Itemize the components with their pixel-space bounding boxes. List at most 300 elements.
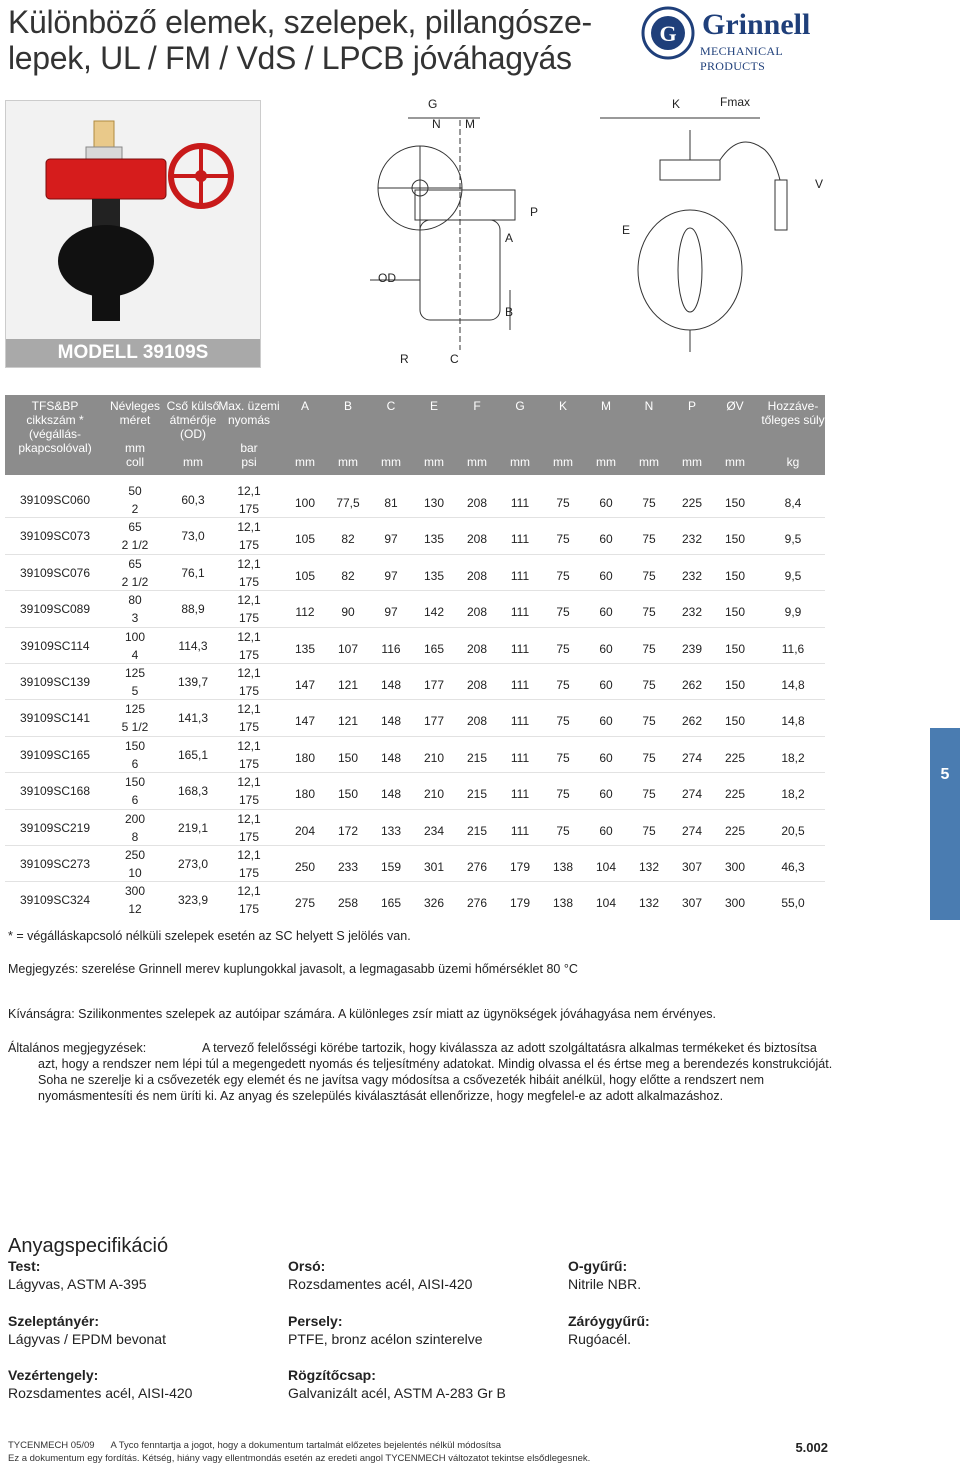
- spec-item: Rögzítőcsap: Galvanizált acél, ASTM A-283 Gr B: [288, 1367, 506, 1401]
- cell-size-mm: 150: [124, 775, 146, 790]
- cell-dim: 130: [423, 496, 445, 510]
- cell-bar: 12,1: [237, 848, 261, 862]
- cell-psi: 175: [238, 756, 260, 771]
- table-row: [5, 482, 825, 518]
- cell-code: 39109SC165: [19, 747, 91, 762]
- spec-item: Orsó: Rozsdamentes acél, AISI-420: [288, 1258, 473, 1292]
- cell-psi: 175: [238, 720, 260, 735]
- cell-dim: 239: [681, 641, 703, 656]
- cell-dim: 77,5: [336, 496, 360, 510]
- cell-dim: 262: [681, 678, 703, 692]
- cell-dim: 112: [295, 605, 315, 620]
- header-P: P mm: [682, 399, 702, 469]
- table-row: [5, 555, 825, 591]
- cell-dim: 148: [380, 750, 402, 765]
- footer-line2: Ez a dokumentum egy fordítás. Kétség, hiány vagy ellentmondás esetén az eredeti angol TYCENMECH változatot tekintse elsődlegesnek.: [8, 1453, 591, 1464]
- cell-psi: 175: [238, 502, 260, 516]
- cell-od: 168,3: [177, 784, 209, 799]
- page-title: Különböző elemek, szelepek, pillangósze-lepek, UL / FM / VdS / LPCB jóváhagyás: [8, 4, 592, 76]
- cell-size-mm: 125: [124, 666, 146, 680]
- footnote: * = végálláskapcsoló nélküli szelepek esetén az SC helyett S jelölés van.: [8, 929, 411, 943]
- cell-dim: 276: [466, 896, 488, 911]
- cell-bar: 12,1: [237, 738, 261, 753]
- cell-code: 39109SC139: [19, 675, 91, 689]
- header-od: Cső külső átmérője (OD) mm: [166, 399, 220, 469]
- table-row: [5, 628, 825, 664]
- cell-size-coll: 2: [131, 502, 139, 516]
- cell-dim: 97: [384, 568, 398, 583]
- product-photo: [5, 100, 261, 368]
- cell-dim: 90: [341, 605, 355, 620]
- cell-dim: 150: [724, 641, 746, 656]
- table-row: [5, 846, 825, 882]
- cell-dim: 150: [724, 568, 746, 583]
- footer-line1: A Tyco fenntartja a jogot, hogy a dokumentum tartalmát előzetes bejelentés nélkül módosítsa: [110, 1440, 502, 1451]
- cell-weight: 11,6: [781, 641, 805, 656]
- header-code: TFS&BP cikkszám * (végállás- pkapcsolóval): [18, 399, 92, 455]
- cell-dim: 60: [599, 750, 613, 765]
- cell-dim: 274: [681, 787, 703, 802]
- cell-dim: 225: [724, 823, 746, 838]
- cell-size-coll: 12: [128, 902, 142, 917]
- label-R: R: [400, 352, 409, 366]
- cell-dim: 111: [510, 605, 530, 620]
- cell-dim: 150: [337, 787, 359, 802]
- header-N: N mm: [639, 399, 659, 469]
- header-G: G mm: [510, 399, 530, 469]
- cell-dim: 60: [599, 678, 613, 692]
- table-row: [5, 773, 825, 809]
- cell-bar: 12,1: [237, 520, 261, 535]
- cell-dim: 60: [599, 823, 613, 838]
- cell-dim: 301: [423, 860, 445, 874]
- cell-dim: 75: [556, 568, 570, 583]
- cell-psi: 175: [238, 829, 260, 844]
- cell-dim: 133: [380, 823, 402, 838]
- spec-item: Szeleptányér: Lágyvas / EPDM bevonat: [8, 1313, 166, 1347]
- cell-dim: 75: [642, 714, 656, 729]
- cell-size-mm: 150: [124, 738, 146, 753]
- header-pressure: Max. üzemi nyomás bar psi: [218, 399, 280, 469]
- cell-dim: 232: [681, 532, 703, 547]
- spec-item: Vezértengely: Rozsdamentes acél, AISI-420: [8, 1367, 193, 1401]
- cell-psi: 175: [238, 793, 260, 808]
- cell-dim: 208: [466, 532, 488, 547]
- row-divider: [5, 627, 825, 628]
- cell-dim: 116: [381, 641, 401, 656]
- cell-dim: 147: [294, 714, 316, 729]
- cell-od: 76,1: [181, 565, 205, 580]
- cell-dim: 105: [294, 568, 316, 583]
- cell-dim: 100: [294, 496, 316, 510]
- cell-bar: 12,1: [237, 593, 261, 608]
- cell-dim: 82: [341, 568, 355, 583]
- cell-dim: 132: [638, 860, 660, 874]
- general-text: A tervező felelősségi körébe tartozik, hogy kiválassza az adott szolgáltatásra alkalmas termékeket és biztosítsa azt, hogy a rendszer nem lépi túl a megengedett nyomás és teljesítmény adatokat. Mindig olvassa el és értse meg a berendezés konstrukcióját. Soha ne szerelje ki a csővezeték egy elemét és ne javítsa vagy módosítsa a csővezeték hibáit anélkül, hogy előtte a rendszert nem nyomásmentesíti és nem üríti ki. Az anyag és szelepülés kiválasztását ellenőrizze, hogy megfelel-e az adott alkalmazáshoz.: [38, 1041, 833, 1103]
- cell-dim: 326: [423, 896, 445, 911]
- cell-size-mm: 200: [124, 811, 146, 826]
- cell-size-coll: 2 1/2: [121, 574, 149, 589]
- cell-dim: 75: [642, 568, 656, 583]
- cell-dim: 107: [337, 641, 359, 656]
- cell-dim: 111: [510, 496, 530, 510]
- header-F: F mm: [467, 399, 487, 469]
- label-E: E: [622, 223, 631, 237]
- model-caption: MODELL 39109S: [6, 339, 260, 367]
- cell-weight: 14,8: [781, 678, 805, 692]
- cell-weight: 18,2: [781, 750, 805, 765]
- cell-dim: 75: [556, 605, 570, 620]
- cell-psi: 175: [238, 647, 260, 662]
- cell-size-coll: 5: [131, 684, 139, 698]
- cell-dim: 75: [642, 750, 656, 765]
- label-B: B: [505, 305, 514, 319]
- table-row: [5, 882, 825, 918]
- label-A: A: [505, 231, 514, 245]
- cell-dim: 300: [724, 860, 746, 874]
- spec-item: Záróygyűrű: Rugóacél.: [568, 1313, 650, 1347]
- cell-dim: 75: [642, 605, 656, 620]
- cell-dim: 307: [681, 860, 703, 874]
- cell-dim: 121: [337, 714, 359, 729]
- cell-dim: 148: [380, 678, 402, 692]
- table-row: [5, 737, 825, 773]
- cell-dim: 165: [423, 641, 445, 656]
- label-OD: OD: [378, 271, 396, 285]
- row-divider: [5, 517, 825, 518]
- remark: Megjegyzés: szerelése Grinnell merev kuplungokkal javasolt, a legmagasabb üzemi hőmérséklet 80 °C: [8, 962, 578, 976]
- row-divider: [5, 809, 825, 810]
- cell-dim: 111: [510, 532, 530, 547]
- cell-od: 141,3: [177, 711, 209, 726]
- cell-od: 88,9: [181, 602, 205, 617]
- cell-dim: 150: [337, 750, 359, 765]
- row-divider: [5, 736, 825, 737]
- cell-dim: 82: [341, 532, 355, 547]
- cell-dim: 180: [294, 787, 316, 802]
- cell-dim: 60: [599, 568, 613, 583]
- table-row: [5, 518, 825, 554]
- row-divider: [5, 663, 825, 664]
- table-row: [5, 664, 825, 700]
- cell-weight: 46,3: [781, 860, 805, 874]
- cell-dim: 300: [724, 896, 746, 911]
- cell-dim: 215: [466, 823, 488, 838]
- label-G: G: [428, 97, 438, 111]
- cell-code: 39109SC324: [19, 893, 91, 908]
- cell-dim: 111: [510, 678, 530, 692]
- cell-weight: 9,5: [784, 532, 802, 547]
- cell-dim: 232: [681, 605, 703, 620]
- svg-text:G: G: [659, 21, 677, 46]
- cell-dim: 274: [681, 750, 703, 765]
- cell-dim: 233: [337, 860, 359, 874]
- cell-dim: 75: [642, 532, 656, 547]
- cell-dim: 225: [681, 496, 703, 510]
- label-M: M: [465, 117, 475, 131]
- cell-dim: 111: [510, 641, 530, 656]
- cell-dim: 180: [294, 750, 316, 765]
- cell-dim: 105: [294, 532, 316, 547]
- cell-dim: 274: [681, 823, 703, 838]
- table-row: [5, 810, 825, 846]
- cell-psi: 175: [238, 902, 260, 917]
- footer: [8, 1439, 590, 1465]
- cell-od: 73,0: [181, 529, 205, 544]
- cell-dim: 210: [423, 787, 445, 802]
- cell-dim: 150: [724, 678, 746, 692]
- valve-diagram-icon: [360, 90, 840, 372]
- cell-weight: 55,0: [781, 896, 805, 911]
- cell-dim: 208: [466, 496, 488, 510]
- cell-dim: 215: [466, 787, 488, 802]
- cell-size-mm: 300: [124, 884, 146, 899]
- header-weight: Hozzáve- tőleges súly kg: [761, 399, 825, 469]
- cell-od: 323,9: [177, 893, 209, 908]
- brand-sub: MECHANICAL PRODUCTS: [700, 44, 783, 73]
- table-row: [5, 700, 825, 736]
- cell-dim: 60: [599, 641, 613, 656]
- spec-item: Test: Lágyvas, ASTM A-395: [8, 1258, 147, 1292]
- label-K: K: [672, 97, 681, 111]
- header-B: B mm: [338, 399, 358, 469]
- cell-dim: 75: [556, 496, 570, 510]
- row-divider: [5, 845, 825, 846]
- cell-size-coll: 4: [131, 647, 139, 662]
- cell-bar: 12,1: [237, 556, 261, 571]
- brand-name: Grinnell: [702, 8, 811, 41]
- cell-size-coll: 6: [131, 793, 139, 808]
- cell-od: 165,1: [177, 747, 209, 762]
- row-divider: [5, 554, 825, 555]
- cell-size-coll: 5 1/2: [121, 720, 149, 735]
- cell-code: 39109SC168: [19, 784, 91, 799]
- cell-dim: 75: [556, 532, 570, 547]
- cell-od: 139,7: [177, 675, 209, 689]
- row-divider: [5, 699, 825, 700]
- cell-dim: 104: [595, 896, 617, 911]
- table-row: [5, 591, 825, 627]
- cell-weight: 14,8: [781, 714, 805, 729]
- cell-size-mm: 100: [124, 629, 146, 644]
- cell-dim: 210: [423, 750, 445, 765]
- header-K: K mm: [553, 399, 573, 469]
- cell-dim: 208: [466, 641, 488, 656]
- cell-dim: 150: [724, 532, 746, 547]
- cell-dim: 97: [384, 532, 398, 547]
- cell-dim: 204: [294, 823, 316, 838]
- cell-dim: 138: [552, 896, 574, 911]
- cell-dim: 75: [642, 678, 656, 692]
- cell-psi: 175: [238, 538, 260, 553]
- cell-od: 114,3: [178, 638, 208, 653]
- cell-code: 39109SC060: [19, 493, 91, 507]
- cell-dim: 135: [423, 532, 445, 547]
- header-M: M mm: [596, 399, 616, 469]
- table-header: [5, 395, 825, 475]
- cell-dim: 135: [423, 568, 445, 583]
- row-divider: [5, 881, 825, 882]
- cell-dim: 276: [466, 860, 488, 874]
- dimension-drawing: [360, 90, 840, 372]
- cell-size-coll: 2 1/2: [121, 538, 149, 553]
- label-N: N: [432, 117, 441, 131]
- cell-code: 39109SC076: [19, 565, 91, 580]
- cell-dim: 232: [681, 568, 703, 583]
- cell-psi: 175: [238, 866, 260, 880]
- section-tab: 5: [930, 728, 960, 920]
- cell-bar: 12,1: [237, 666, 261, 680]
- cell-dim: 60: [599, 714, 613, 729]
- header-E: E mm: [424, 399, 444, 469]
- cell-dim: 234: [423, 823, 445, 838]
- spec-title: Anyagspecifikáció: [8, 1235, 169, 1257]
- cell-od: 273,0: [177, 857, 209, 871]
- cell-dim: 97: [384, 605, 398, 620]
- cell-dim: 215: [466, 750, 488, 765]
- cell-od: 219,1: [177, 820, 209, 835]
- cell-code: 39109SC089: [19, 602, 91, 617]
- cell-psi: 175: [238, 574, 260, 589]
- cell-dim: 60: [599, 496, 613, 510]
- cell-dim: 121: [337, 678, 359, 692]
- cell-dim: 208: [466, 568, 488, 583]
- label-C: C: [450, 352, 459, 366]
- valve-photo-icon: [6, 101, 260, 341]
- cell-bar: 12,1: [237, 884, 261, 899]
- cell-dim: 111: [510, 787, 530, 802]
- cell-size-mm: 125: [124, 702, 146, 717]
- cell-size-coll: 10: [128, 866, 142, 880]
- spec-item: Persely: PTFE, bronz acélon szinterelve: [288, 1313, 483, 1347]
- cell-dim: 177: [423, 678, 445, 692]
- cell-dim: 60: [599, 605, 613, 620]
- cell-dim: 60: [599, 787, 613, 802]
- cell-bar: 12,1: [237, 629, 261, 644]
- header-A: A mm: [295, 399, 315, 469]
- grinnell-seal-icon: [640, 6, 696, 60]
- cell-dim: 225: [724, 750, 746, 765]
- cell-dim: 258: [337, 896, 359, 911]
- label-Fmax: Fmax: [720, 95, 750, 109]
- cell-dim: 111: [510, 750, 530, 765]
- page-number: 5.002: [795, 1440, 828, 1455]
- header-size: Névleges méret mm coll: [109, 399, 161, 469]
- cell-size-mm: 65: [128, 520, 142, 535]
- cell-dim: 138: [552, 860, 574, 874]
- cell-bar: 12,1: [237, 702, 261, 717]
- row-divider: [5, 772, 825, 773]
- option-note: Kívánságra: Szilikonmentes szelepek az autóipar számára. A különleges zsír miatt az ügynökségek jóváhagyása nem érvényes.: [8, 1007, 717, 1021]
- cell-dim: 111: [510, 823, 530, 838]
- cell-dim: 150: [724, 605, 746, 620]
- cell-weight: 8,4: [784, 496, 802, 510]
- cell-dim: 75: [556, 641, 570, 656]
- cell-dim: 150: [724, 714, 746, 729]
- footer-code: TYCENMECH 05/09: [8, 1440, 95, 1451]
- cell-size-coll: 8: [131, 829, 139, 844]
- cell-size-coll: 3: [131, 611, 139, 626]
- cell-dim: 172: [337, 823, 359, 838]
- cell-dim: 75: [642, 823, 656, 838]
- cell-dim: 177: [423, 714, 445, 729]
- cell-dim: 250: [294, 860, 316, 874]
- cell-dim: 225: [724, 787, 746, 802]
- cell-dim: 60: [599, 532, 613, 547]
- cell-dim: 75: [556, 678, 570, 692]
- cell-dim: 275: [294, 896, 316, 911]
- cell-size-mm: 250: [124, 848, 146, 862]
- cell-bar: 12,1: [237, 775, 261, 790]
- cell-psi: 175: [238, 684, 260, 698]
- cell-dim: 81: [384, 496, 398, 510]
- cell-dim: 75: [642, 641, 656, 656]
- cell-dim: 147: [294, 678, 316, 692]
- cell-weight: 9,5: [784, 568, 802, 583]
- header-C: C mm: [381, 399, 401, 469]
- header-OV: ØV mm: [725, 399, 745, 469]
- cell-dim: 75: [556, 750, 570, 765]
- cell-psi: 175: [238, 611, 260, 626]
- cell-dim: 148: [380, 714, 402, 729]
- grinnell-logo: [640, 6, 840, 73]
- cell-dim: 165: [380, 896, 402, 911]
- cell-dim: 75: [556, 823, 570, 838]
- cell-code: 39109SC114: [20, 638, 90, 653]
- cell-dim: 111: [510, 714, 530, 729]
- cell-dim: 132: [638, 896, 660, 911]
- cell-dim: 208: [466, 714, 488, 729]
- general-label: Általános megjegyzések:: [8, 1041, 147, 1055]
- cell-dim: 208: [466, 678, 488, 692]
- cell-dim: 104: [595, 860, 617, 874]
- row-divider: [5, 590, 825, 591]
- cell-bar: 12,1: [237, 484, 261, 498]
- cell-size-mm: 80: [128, 593, 142, 608]
- cell-dim: 148: [380, 787, 402, 802]
- cell-dim: 75: [642, 496, 656, 510]
- cell-dim: 262: [681, 714, 703, 729]
- cell-code: 39109SC273: [19, 857, 91, 871]
- cell-code: 39109SC141: [19, 711, 91, 726]
- cell-dim: 75: [556, 787, 570, 802]
- cell-dim: 135: [294, 641, 316, 656]
- cell-dim: 208: [466, 605, 488, 620]
- label-P: P: [530, 205, 539, 219]
- cell-weight: 18,2: [781, 787, 805, 802]
- cell-dim: 179: [509, 860, 531, 874]
- cell-dim: 179: [509, 896, 531, 911]
- cell-od: 60,3: [181, 493, 205, 507]
- cell-code: 39109SC219: [19, 820, 91, 835]
- cell-bar: 12,1: [237, 811, 261, 826]
- spec-item: O-gyűrű: Nitrile NBR.: [568, 1258, 642, 1292]
- cell-size-mm: 50: [128, 484, 142, 498]
- cell-code: 39109SC073: [19, 529, 91, 544]
- cell-size-coll: 6: [131, 756, 139, 771]
- cell-dim: 150: [724, 496, 746, 510]
- cell-dim: 307: [681, 896, 703, 911]
- cell-dim: 142: [423, 605, 445, 620]
- cell-weight: 20,5: [781, 823, 805, 838]
- cell-dim: 75: [556, 714, 570, 729]
- cell-dim: 111: [510, 568, 530, 583]
- cell-size-mm: 65: [128, 556, 142, 571]
- cell-dim: 159: [380, 860, 402, 874]
- cell-dim: 75: [642, 787, 656, 802]
- label-V: V: [815, 177, 824, 191]
- cell-weight: 9,9: [784, 605, 802, 620]
